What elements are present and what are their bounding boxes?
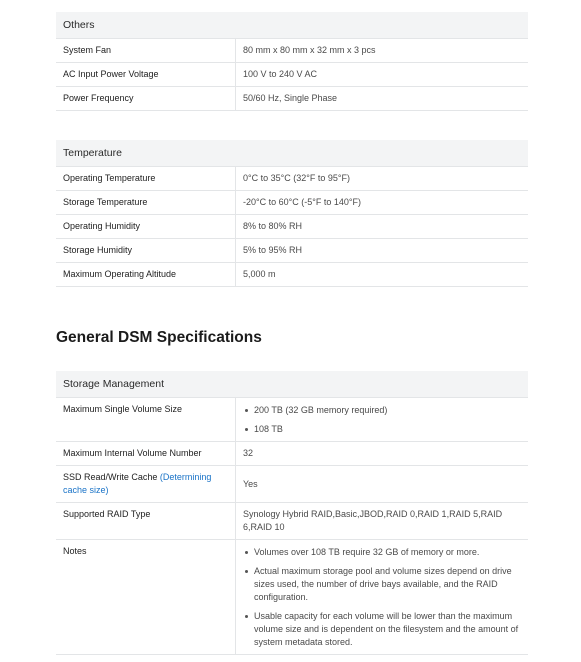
spec-value: Yes bbox=[236, 466, 529, 503]
storage-management-table bbox=[56, 371, 528, 655]
spec-value: Synology Hybrid RAID,Basic,JBOD,RAID 0,RAID 1,RAID 5,RAID 6,RAID 10 bbox=[236, 503, 529, 540]
spec-value: 0°C to 35°C (32°F to 95°F) bbox=[236, 167, 529, 191]
table-row bbox=[56, 398, 528, 442]
storage-section-title: Storage Management bbox=[56, 371, 528, 398]
list-item: 108 TB bbox=[254, 423, 521, 436]
spec-page bbox=[56, 12, 528, 655]
table-row bbox=[56, 466, 528, 503]
ssd-cache-label: SSD Read/Write Cache bbox=[63, 472, 158, 482]
temperature-table bbox=[56, 140, 528, 287]
spec-value: 5% to 95% RH bbox=[236, 239, 529, 263]
table-row bbox=[56, 63, 528, 87]
spec-value: 32 bbox=[236, 442, 529, 466]
spec-value: 5,000 m bbox=[236, 263, 529, 287]
temperature-section-title: Temperature bbox=[56, 140, 528, 167]
spec-label: System Fan bbox=[56, 39, 236, 63]
dsm-section-heading: General DSM Specifications bbox=[56, 329, 262, 346]
volume-size-list bbox=[243, 404, 521, 436]
spec-label: AC Input Power Voltage bbox=[56, 63, 236, 87]
table-row bbox=[56, 215, 528, 239]
spec-value: 100 V to 240 V AC bbox=[236, 63, 529, 87]
table-row bbox=[56, 191, 528, 215]
table-row bbox=[56, 239, 528, 263]
spec-label: Storage Humidity bbox=[56, 239, 236, 263]
spec-label bbox=[56, 466, 236, 503]
spec-label: Operating Humidity bbox=[56, 215, 236, 239]
table-row bbox=[56, 39, 528, 63]
table-row bbox=[56, 263, 528, 287]
spec-label: Supported RAID Type bbox=[56, 503, 236, 540]
spec-label: Notes bbox=[56, 540, 236, 655]
list-item: Usable capacity for each volume will be lower than the maximum volume size and is dependent on the filesystem and the amount of system metadata stored. bbox=[254, 610, 521, 649]
list-item: 200 TB (32 GB memory required) bbox=[254, 404, 521, 417]
spec-value bbox=[236, 398, 529, 442]
spec-value: 8% to 80% RH bbox=[236, 215, 529, 239]
spec-label: Power Frequency bbox=[56, 87, 236, 111]
spec-label: Maximum Single Volume Size bbox=[56, 398, 236, 442]
table-row bbox=[56, 442, 528, 466]
others-table bbox=[56, 12, 528, 111]
list-item: Actual maximum storage pool and volume sizes depend on drive sizes used, the number of drive bays available, and the RAID configuration. bbox=[254, 565, 521, 604]
spec-label: Storage Temperature bbox=[56, 191, 236, 215]
others-section-title: Others bbox=[56, 12, 528, 39]
table-row bbox=[56, 503, 528, 540]
spec-value: 50/60 Hz, Single Phase bbox=[236, 87, 529, 111]
list-item: Volumes over 108 TB require 32 GB of memory or more. bbox=[254, 546, 521, 559]
table-row bbox=[56, 167, 528, 191]
spec-label: Maximum Internal Volume Number bbox=[56, 442, 236, 466]
table-row bbox=[56, 540, 528, 655]
spec-label: Operating Temperature bbox=[56, 167, 236, 191]
spec-label: Maximum Operating Altitude bbox=[56, 263, 236, 287]
spec-value: -20°C to 60°C (-5°F to 140°F) bbox=[236, 191, 529, 215]
spec-value: 80 mm x 80 mm x 32 mm x 3 pcs bbox=[236, 39, 529, 63]
spec-value bbox=[236, 540, 529, 655]
table-row bbox=[56, 87, 528, 111]
determining-cache-size-link[interactable]: (Determining cache size) bbox=[63, 472, 212, 495]
notes-list bbox=[243, 546, 521, 649]
